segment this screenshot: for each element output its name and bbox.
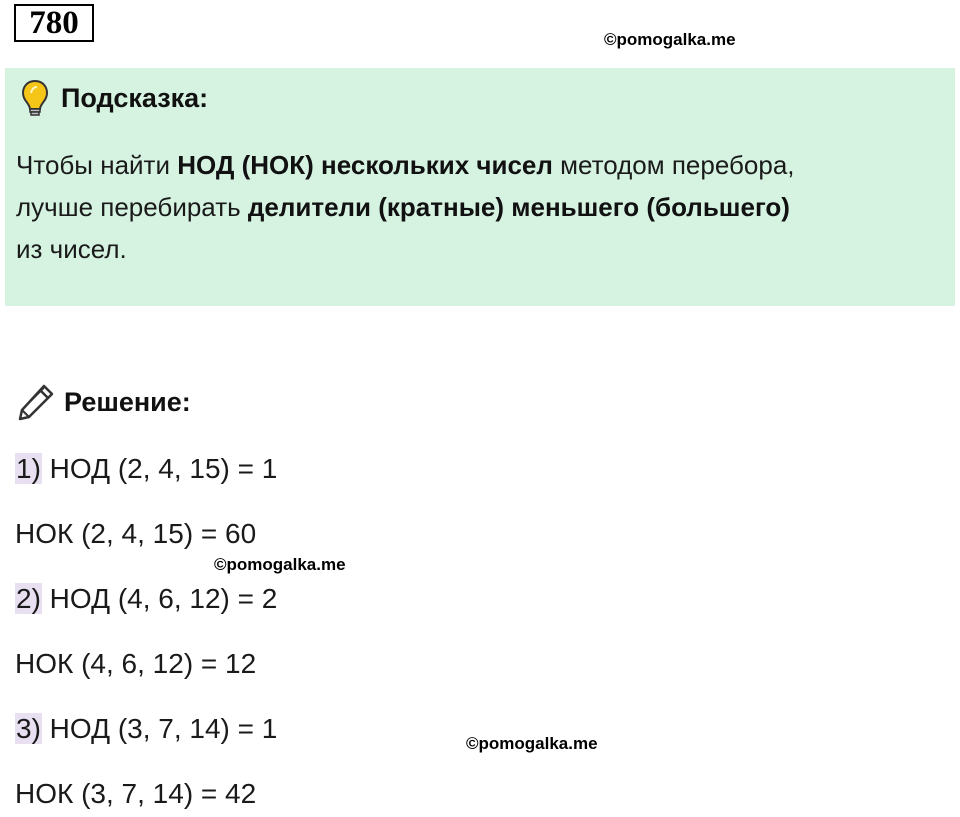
solution-header bbox=[16, 382, 191, 422]
watermark: ©pomogalka.me bbox=[214, 555, 346, 574]
lightbulb-icon bbox=[21, 79, 49, 117]
hint-box bbox=[5, 68, 955, 306]
hint-header bbox=[21, 80, 208, 116]
solution-line-2-gcd: 2) НОД (4, 6, 12) = 2 bbox=[16, 583, 278, 614]
solution-line-3-lcm: НОК (3, 7, 14) = 42 bbox=[15, 778, 257, 809]
hint-text: Чтобы найти НОД (НОК) нескольких чисел методом перебора, лучше перебирать делители (кратные) меньшего (большего) из чисел. bbox=[16, 150, 795, 264]
pencil-icon bbox=[16, 382, 56, 422]
solution-title: Решение: bbox=[64, 386, 191, 417]
hint-title: Подсказка: bbox=[61, 82, 209, 113]
solution-line-1-lcm: НОК (2, 4, 15) = 60 bbox=[15, 518, 257, 549]
solution-line-2-lcm: НОК (4, 6, 12) = 12 bbox=[15, 648, 257, 679]
solution-line-1-gcd: 1) НОД (2, 4, 15) = 1 bbox=[16, 453, 278, 484]
task-number: 780 bbox=[14, 4, 94, 42]
watermark: ©pomogalka.me bbox=[604, 30, 736, 49]
solution-line-3-gcd: 3) НОД (3, 7, 14) = 1 bbox=[16, 713, 278, 744]
watermark: ©pomogalka.me bbox=[466, 734, 598, 753]
